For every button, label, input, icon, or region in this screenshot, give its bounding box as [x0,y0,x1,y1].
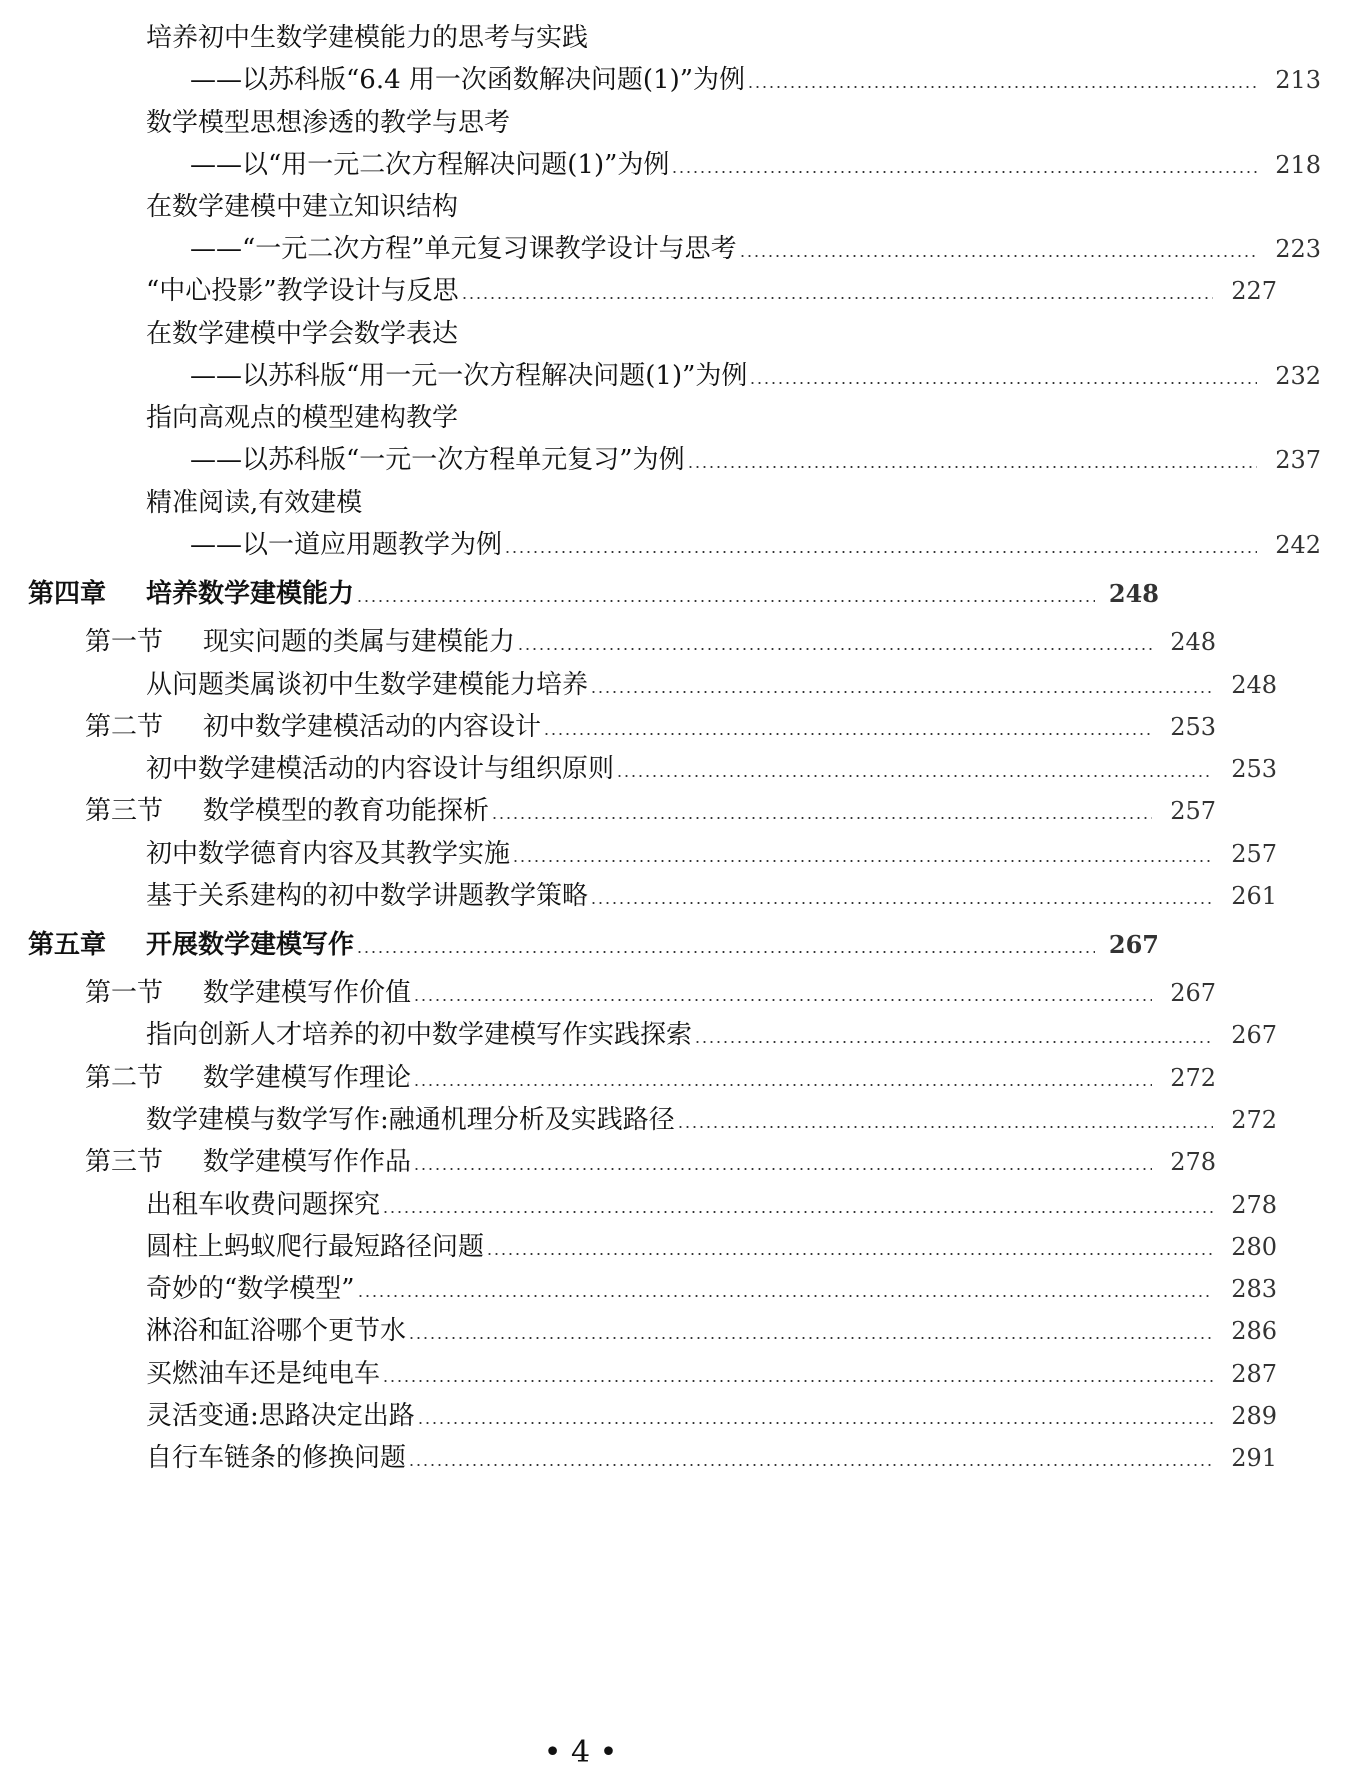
toc-article-row[interactable] [0,1186,1307,1224]
toc-article-row[interactable] [0,188,1307,226]
toc-page-number: 283 [1231,1275,1277,1303]
toc-article-row[interactable] [0,835,1307,873]
toc-sub-row[interactable] [0,357,1351,395]
toc-page-number: 267 [1231,1021,1277,1049]
toc-page-number: 248 [1231,671,1277,699]
dot-leader [543,733,1152,735]
dot-leader [356,600,1095,602]
toc-entry-title [190,441,685,479]
toc-entry-title [146,104,1307,142]
toc-page-number: 272 [1170,1064,1216,1092]
toc-entry-title [146,272,459,310]
toc-article-row[interactable] [0,1270,1307,1308]
toc-section-row[interactable] [0,792,1246,830]
chapter-label: 第五章 [28,930,107,960]
toc-page-number: 287 [1231,1360,1277,1388]
toc-chapter-row[interactable] [0,575,1189,613]
entry-text: “中心投影”教学设计与反思 [146,276,459,306]
toc-article-row[interactable] [0,399,1307,437]
toc-entry-title [85,1059,411,1097]
toc-page-number: 267 [1108,930,1159,959]
dot-leader [677,1126,1213,1128]
toc-entry-title [146,1355,380,1393]
toc-page-number: 218 [1275,151,1321,179]
toc-page-number: 267 [1170,979,1216,1007]
toc-article-row[interactable] [0,19,1307,57]
toc-page-number: 253 [1170,713,1216,741]
toc-page-number: 248 [1170,628,1216,656]
entry-text: ——以苏科版“一元一次方程单元复习”为例 [190,445,685,475]
toc-article-row[interactable] [0,1312,1307,1350]
entry-text: ——“一元二次方程”单元复习课教学设计与思考 [190,234,737,264]
toc-page-number: 257 [1170,797,1216,825]
page-number: • 4 • [543,1735,618,1770]
dot-leader [747,86,1257,88]
entry-text: 现实问题的类属与建模能力 [203,627,516,657]
dot-leader [382,1380,1213,1382]
toc-page-number: 237 [1275,446,1321,474]
toc-article-row[interactable] [0,1016,1307,1054]
toc-page-number: 286 [1231,1317,1277,1345]
toc-entry-title [146,1228,484,1266]
dot-leader [408,1337,1213,1339]
toc-article-row[interactable] [0,1355,1307,1393]
toc-section-row[interactable] [0,708,1246,746]
entry-text: 初中数学建模活动的内容设计与组织原则 [146,754,615,784]
toc-page-number: 223 [1275,235,1321,263]
toc-entry-title [190,61,745,99]
dot-leader [413,1168,1152,1170]
toc-entry-title [146,1312,406,1350]
entry-text: 初中数学德育内容及其教学实施 [146,839,511,869]
entry-text: ——以苏科版“用一元一次方程解决问题(1)”为例 [190,361,748,391]
entry-text: 圆柱上蚂蚁爬行最短路径问题 [146,1232,485,1262]
toc-article-row[interactable] [0,750,1307,788]
toc-entry-title [28,575,354,613]
toc-entry-title [146,835,510,873]
toc-sub-row[interactable] [0,146,1351,184]
toc-article-row[interactable] [0,1397,1307,1435]
dot-leader [517,648,1152,650]
toc-article-row[interactable] [0,1228,1307,1266]
toc-page-number: 261 [1231,882,1277,910]
toc-article-row[interactable] [0,315,1307,353]
toc-article-row[interactable] [0,272,1307,310]
toc-entry-title [85,974,411,1012]
toc-chapter-row[interactable] [0,926,1189,964]
entry-text: 从问题类属谈初中生数学建模能力培养 [146,670,589,700]
toc-entry-title [146,484,1307,522]
entry-text: 淋浴和缸浴哪个更节水 [146,1316,407,1346]
toc-page-number: 289 [1231,1402,1277,1430]
toc-page-number: 242 [1275,531,1321,559]
toc-entry-title [28,926,354,964]
entry-text: 数学建模写作理论 [203,1063,412,1093]
toc-entry-title [190,146,669,184]
toc-article-row[interactable] [0,1101,1307,1139]
toc-article-row[interactable] [0,484,1307,522]
toc-entry-title [146,666,588,704]
entry-text: 数学模型思想渗透的教学与思考 [146,108,511,138]
entry-text: 精准阅读,有效建模 [146,488,363,518]
section-label: 第一节 [85,627,164,657]
dot-leader [413,999,1152,1001]
toc-article-row[interactable] [0,877,1307,915]
entry-text: 数学建模写作价值 [203,978,412,1008]
dot-leader [671,171,1257,173]
toc-entry-title [146,399,1307,437]
section-label: 第三节 [85,796,164,826]
dot-leader [417,1422,1213,1424]
dot-leader [491,817,1152,819]
toc-entry-title [146,750,614,788]
entry-text: 奇妙的“数学模型” [146,1274,355,1304]
toc-sub-row[interactable] [0,61,1351,99]
toc-section-row[interactable] [0,1059,1246,1097]
section-label: 第三节 [85,1147,164,1177]
toc-entry-title [85,708,541,746]
dot-leader [356,951,1095,953]
toc-entry-title [146,19,1307,57]
toc-entry-title [146,1186,380,1224]
entry-text: 出租车收费问题探究 [146,1190,381,1220]
toc-page-number: 278 [1170,1148,1216,1176]
entry-text: ——以一道应用题教学为例 [190,530,503,560]
toc-article-row[interactable] [0,104,1307,142]
toc-entry-title [146,1101,675,1139]
toc-page-number: 257 [1231,840,1277,868]
entry-text: 基于关系建构的初中数学讲题教学策略 [146,881,589,911]
toc-entry-title [85,792,489,830]
entry-text: 培养数学建模能力 [146,579,355,609]
entry-text: ——以“用一元二次方程解决问题(1)”为例 [190,150,670,180]
toc-entry-title [146,188,1307,226]
entry-text: 在数学建模中建立知识结构 [146,192,459,222]
toc-page-number: 278 [1231,1191,1277,1219]
entry-text: 初中数学建模活动的内容设计 [203,712,542,742]
toc-entry-title [146,1439,406,1477]
dot-leader [486,1253,1213,1255]
toc-article-row[interactable] [0,1439,1307,1477]
entry-text: 买燃油车还是纯电车 [146,1359,381,1389]
entry-text: 数学建模与数学写作:融通机理分析及实践路径 [146,1105,675,1135]
toc-entry-title [146,315,1307,353]
toc-entry-title [146,1016,692,1054]
dot-leader [616,775,1213,777]
entry-text: 自行车链条的修换问题 [146,1443,407,1473]
toc-entry-title [190,526,502,564]
dot-leader [687,466,1257,468]
dot-leader [504,551,1257,553]
entry-text: 数学建模写作作品 [203,1147,412,1177]
dot-leader [512,860,1213,862]
dot-leader [413,1084,1152,1086]
toc-page-number: 213 [1275,66,1321,94]
toc-entry-title [190,230,737,268]
section-label: 第二节 [85,712,164,742]
section-label: 第二节 [85,1063,164,1093]
entry-text: ——以苏科版“6.4 用一次函数解决问题(1)”为例 [190,65,746,95]
dot-leader [461,297,1213,299]
dot-leader [694,1041,1213,1043]
toc-sub-row[interactable] [0,526,1351,564]
entry-text: 培养初中生数学建模能力的思考与实践 [146,23,589,53]
dot-leader [408,1464,1213,1466]
toc-page-number: 291 [1231,1444,1277,1472]
entry-text: 数学模型的教育功能探析 [203,796,490,826]
dot-leader [739,255,1257,257]
toc-page-number: 272 [1231,1106,1277,1134]
toc-sub-row[interactable] [0,230,1351,268]
entry-text: 开展数学建模写作 [146,930,355,960]
toc-section-row[interactable] [0,974,1246,1012]
toc-entry-title [146,1397,415,1435]
entry-text: 指向创新人才培养的初中数学建模写作实践探索 [146,1020,693,1050]
toc-entry-title [85,1143,411,1181]
toc-page-number: 280 [1231,1233,1277,1261]
toc-page-number: 227 [1231,277,1277,305]
chapter-label: 第四章 [28,579,107,609]
dot-leader [590,691,1213,693]
toc-page-number: 248 [1108,579,1159,608]
toc-entry-title [85,623,515,661]
toc-page-number: 232 [1275,362,1321,390]
dot-leader [382,1211,1213,1213]
toc-section-row[interactable] [0,623,1246,661]
entry-text: 灵活变通:思路决定出路 [146,1401,415,1431]
entry-text: 指向高观点的模型建构教学 [146,403,459,433]
dot-leader [749,382,1257,384]
dot-leader [357,1295,1213,1297]
toc-article-row[interactable] [0,666,1307,704]
toc-section-row[interactable] [0,1143,1246,1181]
entry-text: 在数学建模中学会数学表达 [146,319,459,349]
dot-leader [590,902,1213,904]
toc-entry-title [146,1270,355,1308]
section-label: 第一节 [85,978,164,1008]
toc-page-number: 253 [1231,755,1277,783]
toc-entry-title [146,877,588,915]
toc-sub-row[interactable] [0,441,1351,479]
toc-entry-title [190,357,747,395]
